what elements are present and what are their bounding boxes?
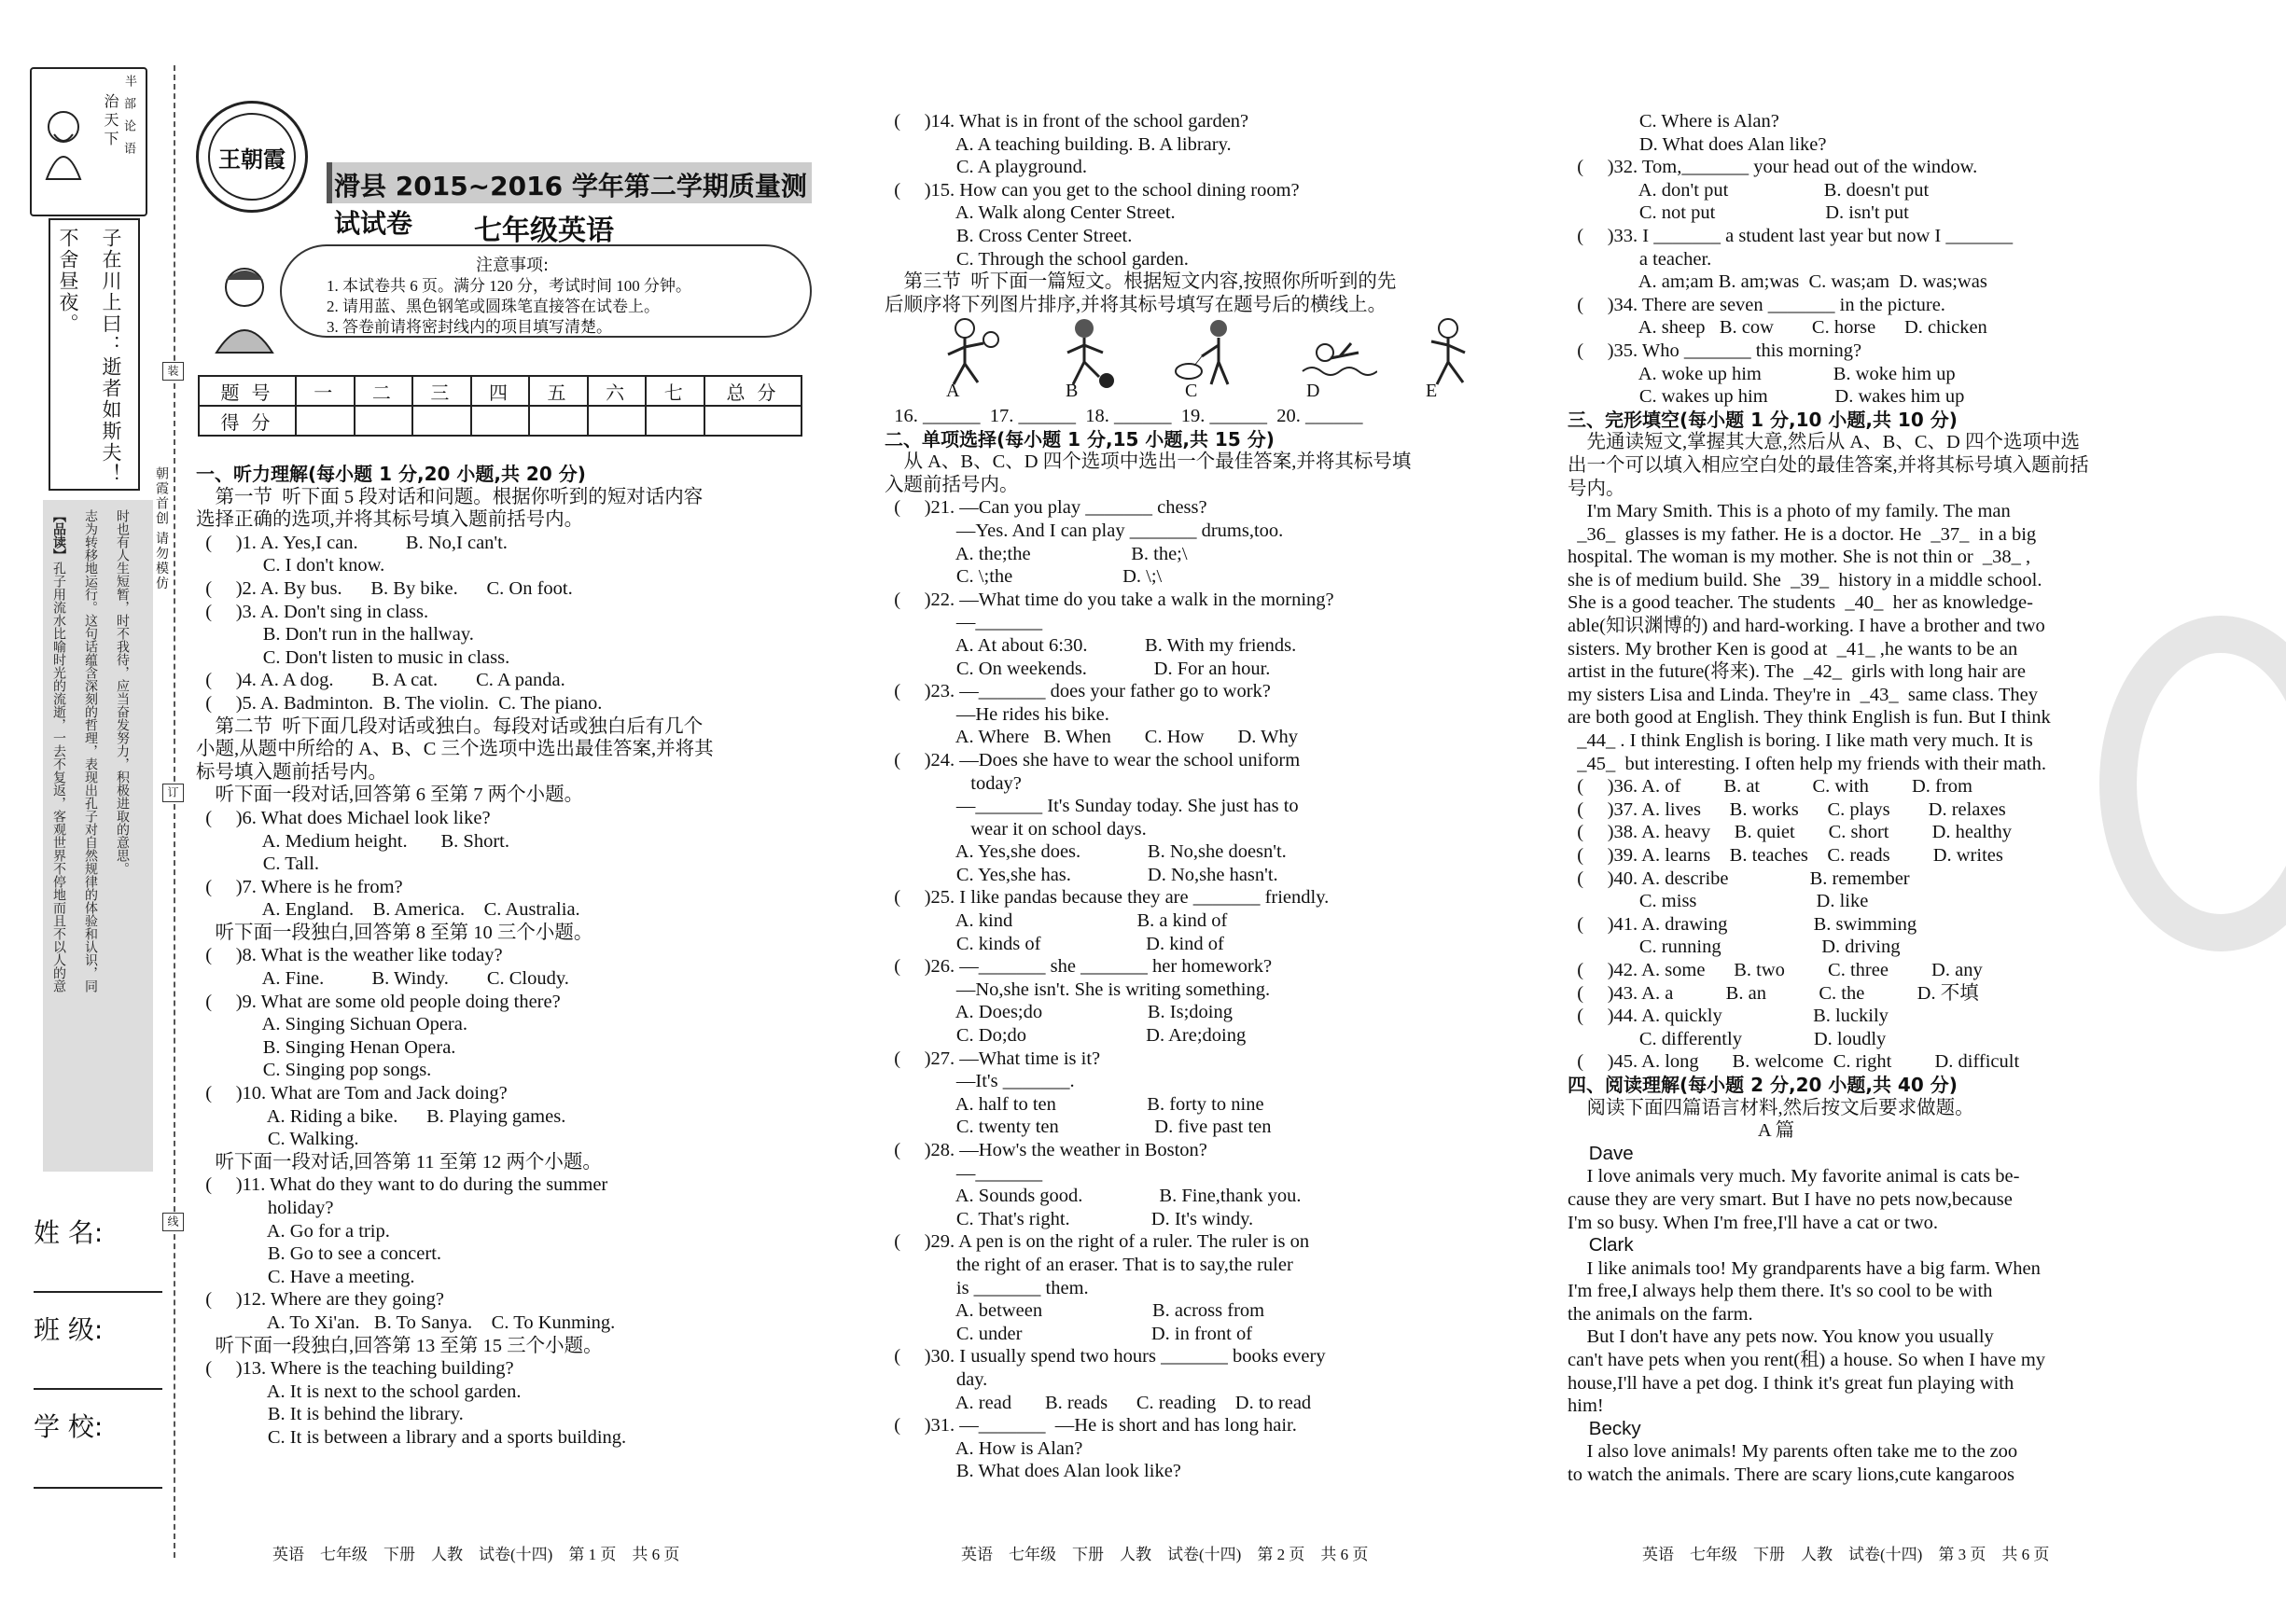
text-line: A. A teaching building. B. A library.: [885, 133, 1232, 155]
text-line: sisters. My brother Ken is good at _41_ ,he wants to be an: [1568, 638, 2018, 659]
text-line: I'm Mary Smith. This is a photo of my family. The man: [1568, 501, 2011, 522]
score-cell[interactable]: [529, 406, 588, 436]
text-line: ( )28. —How's the weather in Boston?: [885, 1140, 1207, 1160]
text-line: C. Singing pop songs.: [196, 1060, 432, 1081]
text-line: a teacher.: [1568, 248, 1712, 270]
text-line: B. Singing Henan Opera.: [196, 1036, 456, 1058]
score-header-cell: 题 号: [199, 376, 296, 406]
motto-char: 论: [122, 119, 136, 132]
text-line: She is a good teacher. The students _40_ her as knowledge-: [1568, 592, 2033, 614]
commentary-title: 【品读】: [51, 509, 65, 562]
text-line: ( )41. A. drawing B. swimming: [1568, 913, 1917, 935]
text-line: can't have pets when you rent(租) a house. So when I have my: [1568, 1350, 2046, 1371]
text-line: A. To Xi'an. B. To Sanya. C. To Kunming.: [196, 1312, 616, 1333]
text-line: 号内。: [1568, 478, 1625, 499]
motto-char: 部: [122, 97, 136, 115]
text-line: A. Medium height. B. Short.: [196, 830, 509, 852]
text-line: she is of medium build. She _39_ history in a middle school.: [1568, 569, 2042, 590]
text-line: day.: [885, 1368, 988, 1390]
col1-lines: [196, 463, 830, 1450]
score-header-cell: 六: [588, 376, 647, 406]
score-table-row: [199, 406, 801, 436]
text-line: wear it on school days.: [885, 818, 1147, 840]
notice-item: 1. 本试卷共 6 页。满分 120 分，考试时间 100 分钟。: [327, 277, 691, 295]
page-footer: 英语 七年级 下册 人教 试卷(十四) 第 2 页 共 6 页: [961, 1546, 1369, 1563]
text-line: C. differently D. loudly: [1568, 1028, 1887, 1049]
text-line: ( )1. A. Yes,I can. B. No,I can't.: [196, 532, 508, 553]
text-line: 第一节 听下面 5 段对话和问题。根据你听到的短对话内容: [196, 486, 704, 507]
score-header-cell: 四: [471, 376, 530, 406]
page-2-column-lower: [885, 405, 1500, 1524]
binding-sidebar: [0, 0, 177, 1624]
score-table-header-row: [199, 376, 801, 406]
girl-dog-icon: [1174, 315, 1239, 390]
motto-char: 语: [122, 142, 136, 154]
text-line: today?: [885, 772, 1022, 794]
text-line: C. \;the D. \;\: [885, 566, 1163, 588]
text-line: C. under D. in front of: [885, 1323, 1253, 1344]
text-line: —No,she isn't. She is writing something.: [885, 979, 1271, 1000]
text-line: ( )3. A. Don't sing in class.: [196, 601, 429, 622]
text-line: A. It is next to the school garden.: [196, 1381, 522, 1402]
page-1-column: [196, 463, 830, 1526]
text-line: C. miss D. like: [1568, 891, 1869, 912]
text-line: my sisters Lisa and Linda. They're in _43_ same class. They: [1568, 684, 2038, 705]
text-line: ( )23. —_______ does your father go to work?: [885, 681, 1271, 702]
text-line: ( )9. What are some old people doing there?: [196, 991, 561, 1012]
text-line: C. Have a meeting.: [196, 1266, 415, 1287]
section-heading: 一、听力理解(每小题 1 分,20 小题,共 20 分): [196, 463, 586, 485]
score-table: [198, 375, 802, 437]
page-footer: 英语 七年级 下册 人教 试卷(十四) 第 1 页 共 6 页: [272, 1546, 680, 1563]
text-line: A. half to ten B. forty to nine: [885, 1093, 1264, 1115]
text-line: ( )29. A pen is on the right of a ruler. The ruler is on: [885, 1231, 1310, 1253]
text-line: C. That's right. D. It's windy.: [885, 1208, 1254, 1229]
col3-lines: [1568, 110, 2183, 1487]
text-line: 出一个可以填入相应空白处的最佳答案,并将其标号填入题前括: [1568, 454, 2089, 476]
text-line: 阅读下面四篇语言材料,然后按文后要求做题。: [1568, 1097, 1974, 1118]
text-line: A. sheep B. cow C. horse D. chicken: [1568, 317, 1987, 339]
quote-right: 子在川上曰：逝者如斯夫！: [100, 228, 122, 485]
class-field-line[interactable]: [34, 1388, 162, 1390]
name-field-line[interactable]: [34, 1291, 162, 1293]
text-line: A. Yes,she does. B. No,she doesn't.: [885, 841, 1287, 863]
text-line: 入题前括号内。: [885, 474, 1019, 495]
text-line: holiday?: [196, 1198, 334, 1218]
text-line: I love animals very much. My favorite animal is cats be-: [1568, 1166, 2020, 1187]
text-line: C. Yes,she has. D. No,she hasn't.: [885, 864, 1278, 885]
section-heading: 四、阅读理解(每小题 2 分,20 小题,共 40 分): [1568, 1073, 1958, 1096]
text-line: A 篇: [1568, 1120, 1795, 1142]
notice-title: 注意事项:: [476, 256, 550, 275]
score-cell[interactable]: [588, 406, 647, 436]
publisher-logo: [196, 101, 308, 213]
picture-label-a: A: [946, 381, 960, 401]
sidebar-commentary-box: [43, 500, 153, 1172]
text-line: A. between B. across from: [885, 1300, 1265, 1322]
boy-soccer-icon: [1054, 315, 1120, 390]
text-line: A. Where B. When C. How D. Why: [885, 727, 1298, 748]
text-line: 听下面一段对话,回答第 6 至第 7 两个小题。: [196, 784, 584, 806]
girl-running-icon: [1416, 315, 1482, 390]
text-line: ( )31. —_______ —He is short and has long hair.: [885, 1415, 1297, 1437]
quote-left: 不舍昼夜。: [57, 228, 79, 335]
text-line: ( )22. —What time do you take a walk in the morning?: [885, 589, 1334, 610]
text-line: A. the;the B. the;\: [885, 543, 1188, 564]
commentary-line: 时也有人生短暂，时不我待，应当奋发努力，积极进取的意思。: [115, 509, 129, 875]
text-line: ( )42. A. some B. two C. three D. any: [1568, 959, 1983, 980]
text-line: ( )33. I _______ a student last year but now I _______: [1568, 225, 2014, 246]
score-cell[interactable]: [296, 406, 355, 436]
motto-char: 半: [122, 75, 136, 92]
school-field-label: 学 校:: [34, 1411, 104, 1442]
text-line: ( )14. What is in front of the school garden?: [885, 111, 1249, 132]
text-line: B. Cross Center Street.: [885, 225, 1133, 246]
text-line: 16. ______ 17. ______ 18. ______ 19. ______ 20. ______: [885, 406, 1363, 426]
text-line: —Yes. And I can play _______ drums,too.: [885, 520, 1284, 541]
text-line: ( )36. A. of B. at C. with D. from: [1568, 776, 1972, 798]
text-line: ( )34. There are seven _______ in the picture.: [1568, 294, 1945, 315]
notice-item: 2. 请用蓝、黑色钢笔或圆珠笔直接答在试卷上。: [327, 298, 660, 315]
page-3-column: [1568, 110, 2183, 1537]
text-line: ( )6. What does Michael look like?: [196, 807, 491, 828]
fold-mark: 订: [162, 784, 184, 802]
text-line: 第三节 听下面一篇短文。根据短文内容,按照你所听到的先: [885, 271, 1397, 293]
school-field-line[interactable]: [34, 1487, 162, 1489]
text-line: ( )10. What are Tom and Jack doing?: [196, 1083, 508, 1104]
fold-mark: 装: [162, 362, 184, 381]
text-line: D. What does Alan like?: [1568, 133, 1827, 155]
text-line: 后顺序将下列图片排序,并将其标号填写在题号后的横线上。: [885, 294, 1387, 315]
binding-fold-line: [174, 65, 175, 1558]
text-line: ( )13. Where is the teaching building?: [196, 1358, 514, 1380]
commentary-line: 志为转移地运行。这句话蕴含深刻的哲理，表现出孔子对自然规律的体验和认识，同: [83, 509, 97, 992]
text-line: A. read B. reads C. reading D. to read: [885, 1392, 1312, 1413]
text-line: B. Don't run in the hallway.: [196, 624, 474, 645]
text-line: ( )35. Who _______ this morning?: [1568, 340, 1862, 361]
boy-football-icon: [937, 315, 1002, 390]
text-line: C. Do;do D. Are;doing: [885, 1025, 1247, 1047]
text-line: B. Go to see a concert.: [196, 1243, 442, 1265]
text-line: A. woke up him B. woke him up: [1568, 363, 1956, 384]
text-line: are both good at English. They think English is fun. But I think: [1568, 707, 2051, 729]
text-line: A. How is Alan?: [885, 1437, 1083, 1459]
section-heading: 二、单项选择(每小题 1 分,15 小题,共 15 分): [885, 427, 1275, 451]
logo-text: 王朝霞: [208, 113, 296, 201]
score-cell[interactable]: [704, 406, 801, 436]
text-line: ( )44. A. quickly B. luckily: [1568, 1006, 1889, 1027]
text-line: I'm free,I always help them there. It's so cool to be with: [1568, 1281, 1993, 1302]
text-line: artist in the future(将来). The _42_ girls with long hair are: [1568, 661, 2026, 683]
text-line: ( )25. I like pandas because they are _______ friendly.: [885, 887, 1330, 909]
motto-grid: [120, 75, 138, 92]
picture-label-c: C: [1185, 381, 1198, 401]
score-header-cell: 七: [646, 376, 704, 406]
text-line: C. not put D. isn't put: [1568, 202, 1909, 224]
section-heading: 三、完形填空(每小题 1 分,10 小题,共 10 分): [1568, 408, 1958, 431]
text-line: C. On weekends. D. For an hour.: [885, 658, 1271, 679]
text-line: C. Walking.: [196, 1129, 359, 1150]
text-line: ( )7. Where is he from?: [196, 876, 403, 897]
text-line: 第二节 听下面几段对话或独白。每段对话或独白后有几个: [196, 715, 704, 737]
text-line: —_______: [885, 612, 1043, 633]
text-line: C. running D. driving: [1568, 937, 1901, 958]
text-line: Becky: [1568, 1417, 1641, 1439]
motto-label: 治天下: [102, 93, 118, 149]
text-line: ( )24. —Does she have to wear the school uniform: [885, 749, 1301, 770]
text-line: C. I don't know.: [196, 555, 385, 576]
text-line: C. wakes up him D. wakes him up: [1568, 386, 1965, 408]
text-line: Clark: [1568, 1234, 1634, 1256]
score-cell[interactable]: [646, 406, 704, 436]
text-line: I also love animals! My parents often take me to the zoo: [1568, 1441, 2018, 1463]
teacher-avatar-icon: [207, 261, 282, 354]
text-line: A. Walk along Center Street.: [885, 202, 1176, 224]
col2b-lines: [885, 405, 1500, 1483]
text-line: _45_ but interesting. I often help my friends with their math.: [1568, 753, 2046, 774]
swimmer-icon: [1293, 315, 1377, 390]
text-line: C. It is between a library and a sports building.: [196, 1426, 627, 1448]
text-line: —It's _______.: [885, 1071, 1075, 1092]
text-line: _36_ glasses is my father. He is a doctor. He _37_ in a big: [1568, 523, 2037, 545]
text-line: C. kinds of D. kind of: [885, 933, 1224, 954]
class-field-label: 班 级:: [34, 1314, 104, 1345]
text-line: is _______ them.: [885, 1277, 1089, 1298]
picture-label-e: E: [1426, 381, 1438, 401]
text-line: ( )4. A. A dog. B. A cat. C. A panda.: [196, 670, 565, 691]
text-line: —_______: [885, 1162, 1043, 1184]
text-line: C. A playground.: [885, 157, 1087, 178]
text-line: A. don't put B. doesn't put: [1568, 179, 1930, 201]
text-line: ( )26. —_______ she _______ her homework?: [885, 956, 1273, 978]
score-header-cell: 一: [296, 376, 355, 406]
commentary-line: 孔子用流水比喻时光的流逝，一去不复返，客观世界不停地而且不以人的意: [51, 562, 65, 992]
text-line: ( )45. A. long B. welcome C. right D. difficult: [1568, 1051, 2020, 1073]
col2a-lines: [885, 110, 1500, 316]
text-line: A. am;am B. am;was C. was;am D. was;was: [1568, 271, 1987, 293]
text-line: ( )39. A. learns B. teaches C. reads D. writes: [1568, 845, 2003, 866]
text-line: A. Does;do B. Is;doing: [885, 1002, 1233, 1023]
score-header-cell: 总 分: [704, 376, 801, 406]
text-line: Dave: [1568, 1142, 1634, 1164]
text-line: ( )5. A. Badminton. B. The violin. C. The piano.: [196, 692, 603, 714]
text-line: A. Sounds good. B. Fine,thank you.: [885, 1186, 1302, 1207]
text-line: hospital. The woman is my mother. She is not thin or _38_ ,: [1568, 547, 2031, 568]
text-line: A. Go for a trip.: [196, 1220, 390, 1242]
fold-mark: 线: [162, 1213, 184, 1231]
text-line: the animals on the farm.: [1568, 1303, 1753, 1325]
text-line: the right of an eraser. That is to say,the ruler: [885, 1254, 1293, 1275]
text-line: ( )11. What do they want to do during the summer: [196, 1174, 608, 1196]
text-line: A. kind B. a kind of: [885, 910, 1228, 932]
text-line: ( )8. What is the weather like today?: [196, 945, 503, 966]
text-line: ( )38. A. heavy B. quiet C. short D. healthy: [1568, 822, 2013, 843]
text-line: C. Don't listen to music in class.: [196, 646, 510, 668]
text-line: 标号填入题前括号内。: [196, 761, 387, 783]
listening-pictures: [924, 315, 1484, 401]
name-field-label: 姓 名:: [34, 1217, 104, 1248]
score-cell[interactable]: [355, 406, 413, 436]
text-line: ( )32. Tom,_______ your head out of the window.: [1568, 157, 1978, 178]
text-line: 先通读短文,掌握其大意,然后从 A、B、C、D 四个选项中选: [1568, 432, 2080, 453]
score-header-cell: 三: [412, 376, 471, 406]
text-line: A. Singing Sichuan Opera.: [196, 1014, 467, 1035]
fold-note: 朝霞首创 请勿模仿: [154, 466, 168, 591]
text-line: _44_ . I think English is boring. I like math very much. It is: [1568, 730, 2033, 752]
score-cell[interactable]: [471, 406, 530, 436]
text-line: But I don't have any pets now. You know you usually: [1568, 1326, 1994, 1348]
text-line: ( )15. How can you get to the school dining room?: [885, 179, 1300, 201]
text-line: ( )27. —What time is it?: [885, 1048, 1101, 1069]
text-line: 从 A、B、C、D 四个选项中选出一个最佳答案,并将其标号填: [885, 451, 1412, 473]
text-line: C. twenty ten D. five past ten: [885, 1117, 1272, 1138]
text-line: —_______ It's Sunday today. She just has to: [885, 796, 1299, 817]
text-line: —He rides his bike.: [885, 703, 1109, 725]
text-line: 小题,从题中所给的 A、B、C 三个选项中选出最佳答案,并将其: [196, 739, 714, 760]
text-line: 听下面一段对话,回答第 11 至第 12 两个小题。: [196, 1151, 602, 1173]
text-line: ( )43. A. a B. an C. the D. 不填: [1568, 982, 1979, 1004]
text-line: to watch the animals. There are scary lions,cute kangaroos: [1568, 1464, 2014, 1486]
text-line: B. What does Alan look like?: [885, 1461, 1181, 1482]
text-line: C. Where is Alan?: [1568, 111, 1779, 132]
score-header-cell: 五: [529, 376, 588, 406]
score-row-label: 得 分: [199, 406, 296, 436]
sidebar-motto-box: [30, 67, 147, 216]
text-line: C. Through the school garden.: [885, 248, 1189, 270]
confucius-illustration-icon: [35, 106, 91, 181]
sidebar-quote-box: [49, 218, 140, 491]
text-line: A. England. B. America. C. Australia.: [196, 899, 580, 921]
text-line: ( )37. A. lives B. works C. plays D. relaxes: [1568, 798, 2006, 820]
page-footer: 英语 七年级 下册 人教 试卷(十四) 第 3 页 共 6 页: [1642, 1546, 2050, 1563]
picture-label-d: D: [1306, 381, 1320, 401]
text-line: A. Fine. B. Windy. C. Cloudy.: [196, 968, 569, 990]
text-line: cause they are very smart. But I have no pets now,because: [1568, 1188, 2013, 1210]
text-line: ( )30. I usually spend two hours _______ books every: [885, 1346, 1326, 1367]
text-line: ( )12. Where are they going?: [196, 1289, 445, 1311]
exam-title: 滑县 2015~2016 学年第二学期质量测试试卷: [334, 171, 807, 239]
text-line: ( )40. A. describe B. remember: [1568, 868, 1910, 889]
notice-item: 3. 答卷前请将密封线内的项目填写清楚。: [327, 318, 612, 336]
text-line: ( )2. A. By bus. B. By bike. C. On foot.: [196, 577, 573, 599]
score-header-cell: 二: [355, 376, 413, 406]
text-line: C. Tall.: [196, 854, 320, 875]
text-line: able(知识渊博的) and hard-working. I have a brother and two: [1568, 616, 2045, 637]
text-line: A. At about 6:30. B. With my friends.: [885, 634, 1297, 656]
text-line: 选择正确的选项,并将其标号填入题前括号内。: [196, 509, 584, 531]
text-line: I'm so busy. When I'm free,I'll have a cat or two.: [1568, 1212, 1939, 1233]
text-line: I like animals too! My grandparents have a big farm. When: [1568, 1257, 2041, 1279]
exam-subtitle: 七年级英语: [474, 215, 614, 247]
text-line: ( )21. —Can you play _______ chess?: [885, 497, 1207, 519]
score-cell[interactable]: [412, 406, 471, 436]
text-line: him!: [1568, 1395, 1604, 1417]
text-line: 听下面一段独白,回答第 8 至第 10 三个小题。: [196, 922, 593, 943]
picture-label-b: B: [1066, 381, 1079, 401]
text-line: B. It is behind the library.: [196, 1404, 464, 1425]
text-line: house,I'll have a pet dog. I think it's great fun playing with: [1568, 1372, 2014, 1394]
text-line: 听下面一段独白,回答第 13 至第 15 三个小题。: [196, 1335, 603, 1356]
text-line: A. Riding a bike. B. Playing games.: [196, 1105, 566, 1127]
